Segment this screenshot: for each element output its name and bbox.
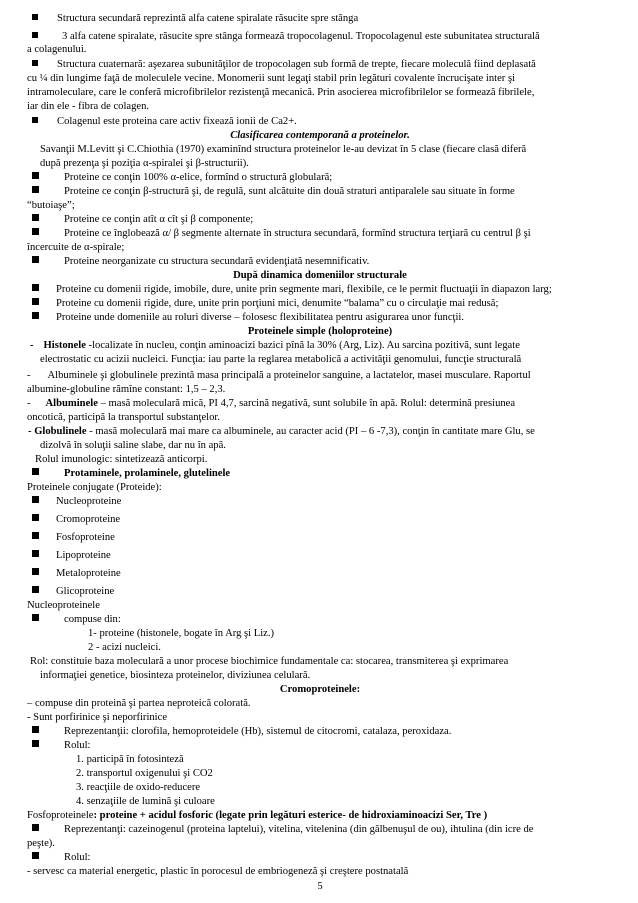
text-line: iar din ele - fibra de colagen. (27, 101, 150, 112)
text-line: albumine-globuline rămîne constant: 1,5 – 2,3. (27, 384, 226, 395)
square-bullet-icon (32, 117, 38, 123)
bullet-line (32, 115, 297, 128)
bullet-line (32, 283, 552, 296)
text-line (30, 339, 520, 352)
text-line: 3 alfa catene spiralate, răsucite spre stânga formează tropocolagenul. Tropocolagenul este subunitatea structurală (62, 31, 540, 42)
square-bullet-icon (32, 256, 39, 263)
section-heading: După dinamica domeniilor structurale (233, 270, 407, 281)
list-item: Fosfoproteine (56, 532, 115, 543)
text-line: a colagenului. (27, 44, 87, 55)
text-line: Proteine ce conţin 100% α-elice, formînd o structură globulară; (64, 172, 333, 183)
text-line: Proteine unde domeniile au roluri diverse – folosesc flexibilitatea pentru asigurarea unor funcţii. (56, 312, 465, 323)
text-line: – compuse din proteină şi partea neproteică colorată. (27, 698, 251, 709)
text-line: dizolvă în soluţii saline slabe, dar nu în apă. (40, 440, 226, 451)
bullet-line (32, 467, 230, 480)
square-bullet-icon (32, 852, 39, 859)
bullet-line (32, 495, 121, 508)
list-item: Nucleoproteine (56, 496, 122, 507)
text-line (27, 809, 487, 822)
bullet-line (32, 531, 115, 544)
bullet-line (32, 567, 121, 580)
text-span: - masă moleculară mai mare ca albuminele, au caracter acid (PI – 6 -7,3), conţin în cantitate mare Glu, se (86, 426, 535, 437)
bullet-line (32, 185, 515, 198)
square-bullet-icon (32, 532, 39, 539)
square-bullet-icon (32, 214, 39, 221)
square-bullet-icon (32, 550, 39, 557)
square-bullet-icon (32, 14, 38, 20)
text-line: Colagenul este proteina care activ fixează ionii de Ca2+. (57, 116, 297, 127)
text-span: Albuminele şi globulinele prezintă masa principală a proteinelor sanguine, a lactatelor, masei musculare. Raportul (47, 370, 531, 381)
text-line: Rol: constituie baza moleculară a unor procese biochimice fundamentale ca: stocarea, transmiterea şi exprimarea (30, 656, 509, 667)
section-heading: Cromoproteinele: (279, 684, 361, 695)
text-line: Proteine cu domenii rigide, imobile, dure, unite prin segmente mari, flexibile, ce le permit fluctuaţii în diapazon larg; (56, 284, 552, 295)
dash-marker: - (30, 340, 34, 351)
square-bullet-icon (32, 740, 39, 747)
text-line (28, 425, 535, 438)
bullet-line (32, 823, 534, 836)
square-bullet-icon (32, 726, 39, 733)
text-line: cu ¼ din lungime faţă de moleculele vecine. Monomerii sunt legaţi stabil prin legături covalente încrucişate inter şi (27, 73, 516, 84)
bullet-line (32, 585, 114, 598)
square-bullet-icon (32, 284, 39, 291)
bullet-line (32, 12, 358, 25)
square-bullet-icon (32, 298, 39, 305)
text-line: Proteine ce conţin β-structură şi, de regulă, sunt alcătuite din două straturi antiparalele sau situate în forme (64, 186, 515, 197)
text-line: după prezenţa şi poziţia α-spiralei şi β-structurii). (40, 158, 249, 169)
square-bullet-icon (32, 496, 39, 503)
bold-term: Protaminele, prolaminele, glutelinele (64, 468, 231, 479)
square-bullet-icon (32, 172, 39, 179)
text-span: compuse din: (64, 614, 121, 625)
text-line: 2 - acizi nucleici. (88, 642, 161, 653)
text-span: Rolul: (64, 852, 91, 863)
square-bullet-icon (32, 568, 39, 575)
text-span: -localizate în nucleu, conţin aminoacizi bazici pînă la 30% (Arg, Liz). Au sarcina pozitivă, sunt legate (85, 340, 520, 351)
list-item: Cromoproteine (56, 514, 121, 525)
dash-marker: - (28, 426, 35, 437)
text-line: încercuite de α-spirale; (27, 242, 125, 253)
bold-term: Globulinele (34, 426, 87, 437)
text-line: informaţiei genetice, biosinteza proteinelor, diviziunea celulară. (40, 670, 311, 681)
text-line: 1- proteine (histonele, bogate în Arg şi Liz.) (88, 628, 275, 639)
text-line: electrostatic cu acizii nucleici. Funcţia: iau parte la reglarea metabolică a activităţii genomului, funcţie structurală (40, 354, 522, 365)
section-heading: Proteinele simple (holoproteine) (247, 326, 393, 337)
bullet-line (32, 513, 120, 526)
list-item: Metaloproteine (56, 568, 121, 579)
bullet-line (32, 255, 369, 268)
square-bullet-icon (32, 824, 39, 831)
text-line: Proteine cu domenii rigide, dure, unite prin porţiuni mici, denumite “balama” cu o circulaţie mai redusă; (56, 298, 499, 309)
text-line: - servesc ca material energetic, plastic în porocesul de embriogeneză şi creştere postnatală (27, 866, 409, 877)
text-line: Structura cuaternară: aşezarea subunităţilor de tropocolagen sub formă de trepte, fiecare moleculă fiind deplasată (57, 59, 536, 70)
bullet-line (32, 30, 540, 43)
bullet-line (32, 58, 536, 71)
text-line: oncotică, participă la transportul substanţelor. (27, 412, 220, 423)
text-span: Reprezentanţi: cazeinogenul (proteina laptelui), vitelina, vitelenina (din gălbenuşul de ou), ihtulina (din icre de (64, 824, 534, 835)
text-line: Structura secundară reprezintă alfa catene spiralate răsucite spre stânga (57, 13, 359, 24)
square-bullet-icon (32, 60, 38, 66)
bold-term: : proteine + acidul fosforic (legate prin legături esterice- de hidroxiaminoacizi Ser, Tre ) (93, 810, 488, 821)
dash-marker: - (27, 370, 31, 381)
text-line: 2. transportul oxigenului şi CO2 (76, 768, 213, 779)
square-bullet-icon (32, 614, 39, 621)
text-line (27, 369, 531, 382)
square-bullet-icon (32, 586, 39, 593)
text-line: intramoleculare, care le conferă microfibrilelor rezistenţă mecanică. Prin asocierea microfibrilelor se formează fibrilele, (27, 87, 535, 98)
text-line: Proteine ce conţin atît α cît şi β componente; (64, 214, 254, 225)
text-line: 4. senzaţiile de lumină şi culoare (76, 796, 215, 807)
text-line: Proteine ce înglobează α/ β segmente alternate în structura secundară, formînd structura terţiară cu centrul β şi (64, 228, 531, 239)
text-line: 1. participă în fotosinteză (76, 754, 184, 765)
square-bullet-icon (32, 32, 38, 38)
square-bullet-icon (32, 228, 39, 235)
bullet-line (32, 297, 498, 310)
bold-term: Histonele (43, 340, 86, 351)
text-line: Savanţii M.Levitt şi C.Chiothia (1970) examinînd structura proteinelor le-au devizat în 5 clase (fiecare clasă diferă (40, 144, 527, 155)
text-span: – masă moleculară mică, PI 4,7, sarcină negativă, sunt solubile în apă. Rolul: determină presiunea (97, 398, 516, 409)
bullet-line (32, 613, 121, 626)
text-line: Rolul imunologic: sintetizează anticorpi. (35, 454, 208, 465)
bold-term: Albuminele (45, 398, 98, 409)
square-bullet-icon (32, 468, 39, 475)
list-item: Glicoproteine (56, 586, 115, 597)
section-heading: Clasificarea contemporană a proteinelor. (230, 130, 410, 141)
list-item: Lipoproteine (56, 550, 111, 561)
text-line (27, 397, 515, 410)
square-bullet-icon (32, 312, 39, 319)
bullet-line (32, 549, 111, 562)
bullet-line (32, 227, 531, 240)
text-line: - Sunt porfirinice şi neporfirinice (27, 712, 168, 723)
text-line: Proteinele conjugate (Proteide): (27, 482, 162, 493)
bullet-line (32, 739, 91, 752)
text-span: Fosfoproteinele (27, 810, 94, 821)
square-bullet-icon (32, 514, 39, 521)
bullet-line (32, 171, 332, 184)
text-line: peşte). (27, 838, 55, 849)
text-span: Rolul: (64, 740, 91, 751)
text-line: “butoiaşe”; (27, 200, 75, 211)
text-line: Proteine neorganizate cu structura secundară evidenţiată nesemnificativ. (64, 256, 370, 267)
bullet-line (32, 213, 253, 226)
bullet-line (32, 725, 451, 738)
bullet-line (32, 311, 464, 324)
dash-marker: - (27, 398, 31, 409)
square-bullet-icon (32, 186, 39, 193)
text-line: Nucleoproteinele (27, 600, 100, 611)
page-number: 5 (317, 881, 323, 892)
text-span: Reprezentanţii: clorofila, hemoproteidele (Hb), sistemul de citocromi, catalaza, peroxidaza. (64, 726, 452, 737)
bullet-line (32, 851, 91, 864)
text-line: 3. reacţiile de oxido-reducere (76, 782, 201, 793)
